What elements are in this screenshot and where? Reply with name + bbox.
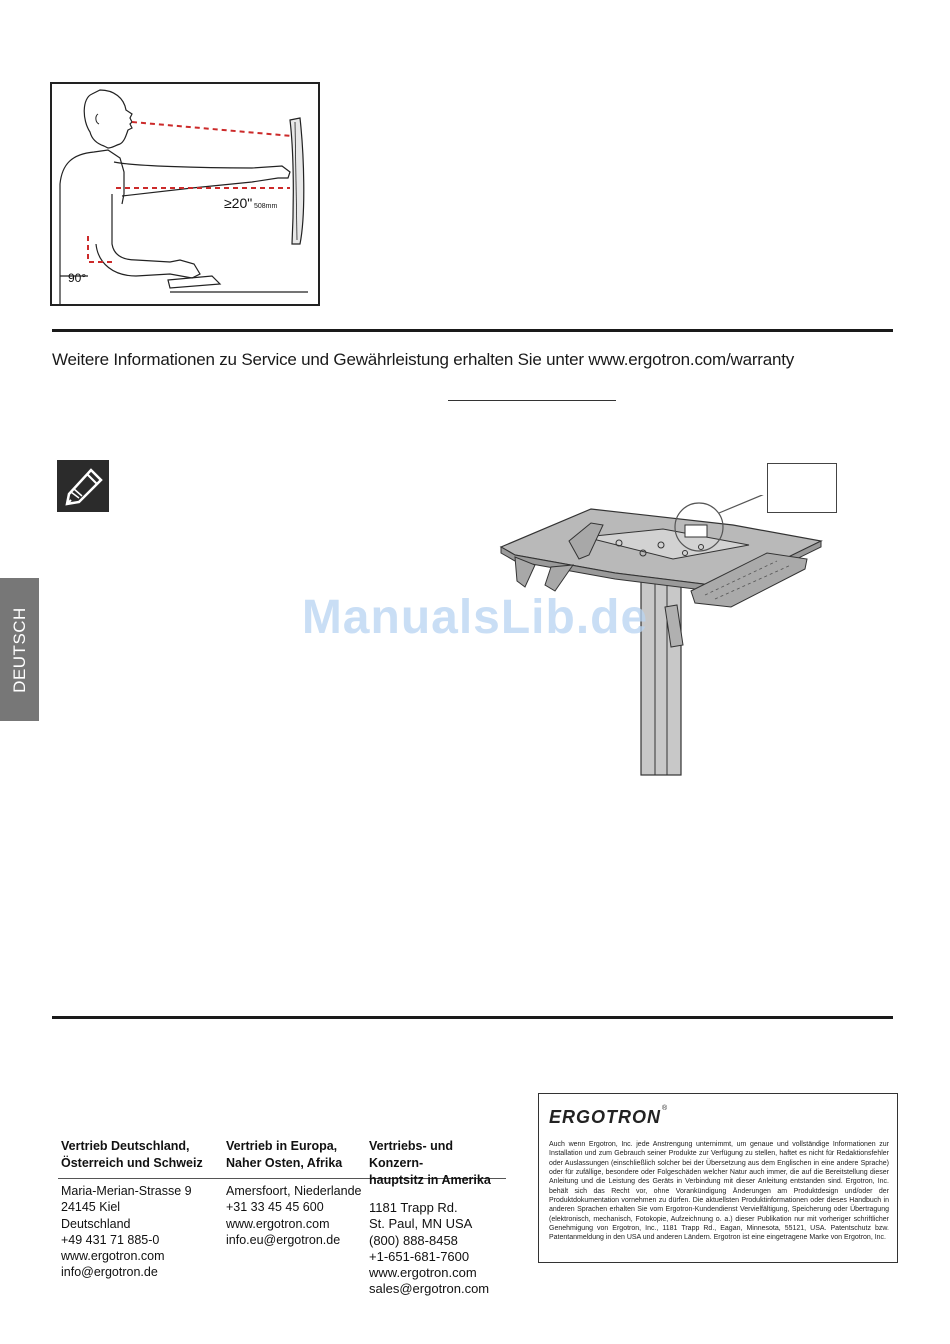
contact-heading: Vertrieb in Europa, Naher Osten, Afrika: [226, 1139, 343, 1170]
contact-line: 1181 Trapp Rd.: [369, 1200, 458, 1215]
contact-heading: Vertriebs- und Konzern- hauptsitz in Amerika: [369, 1139, 491, 1187]
contact-email[interactable]: info.eu@ergotron.de: [226, 1232, 341, 1247]
section-divider-top: [52, 329, 893, 332]
contact-line: +1-651-681-7600: [369, 1248, 470, 1264]
contact-line: Maria-Merian-Strasse 9: [61, 1184, 192, 1198]
contact-link[interactable]: www.ergotron.com: [369, 1265, 477, 1281]
logo-text: ERGOTRON: [549, 1107, 662, 1127]
ergonomics-illustration: [52, 84, 318, 304]
callout-box: [767, 463, 837, 513]
watermark: [0, 590, 950, 645]
contact-line: (800) 888-8458: [369, 1232, 458, 1248]
watermark-text: ManualsLib.de: [301, 591, 649, 644]
legal-notice-box: [538, 1093, 898, 1263]
note-pencil-icon: [57, 460, 109, 512]
contact-line: +49 431 71 885-0: [61, 1232, 160, 1247]
section-divider-bottom: [52, 1016, 893, 1019]
contact-line: 24145 Kiel: [61, 1200, 121, 1215]
ergonomics-figure: [50, 82, 320, 306]
contact-heading: Vertrieb Deutschland, Österreich und Schweiz: [61, 1139, 203, 1170]
short-divider: [448, 400, 616, 401]
ergotron-logo: [549, 1107, 668, 1128]
warranty-text: Weitere Informationen zu Service und Gewährleistung erhalten Sie unter www.ergotron.com/warranty: [52, 350, 795, 369]
contact-line: +31 33 45 45 600: [226, 1200, 324, 1215]
angle-label: 90°: [68, 271, 87, 285]
distance-label: ≥20": [224, 195, 253, 211]
registered-mark: ®: [662, 1105, 669, 1112]
contact-link[interactable]: www.ergotron.com: [226, 1216, 330, 1231]
contact-email[interactable]: sales@ergotron.com: [369, 1281, 490, 1297]
contact-column-europe: [226, 1138, 361, 1248]
contact-line: Amersfoort, Niederlande: [226, 1184, 362, 1198]
distance-unit: 508mm: [254, 203, 278, 210]
legal-disclaimer: Auch wenn Ergotron, Inc. jede Anstrengung unternimmt, um genaue und vollständige Informationen zur Installation und zum Gebrauch seiner Produkte zur Verfügung zu stellen, haftet es nicht für Redaktionsfehler oder Auslassungen (einschließlich solcher bei der Übersetzung aus dem Englischen in eine andere Sprache) oder für zufällige, besondere oder Folgeschäden welcher Natur auch immer, die auf die Bereitstellung dieser Anleitung und die Leistung des Geräts in Verbindung mit dieser Anleitung entstanden sind. Ergotron, Inc. behält sich das Recht vor, ohne Vorankündigung Änderungen am Produktdesign und/oder der Produktdokumentation vornehmen zu dürfen. Die aktuellsten Produktinformationen oder dieses Handbuch in anderen Sprachen erhalten Sie vom Ergotron-Kundendienst Vervielfältigung, Speicherung oder Übertragung (elektronisch, mechanisch, Fotokopie, Aufzeichnung o. a.) dieser Publikation nur mit vorheriger schriftlicher Genehmigung von Ergotron, Inc., 1181 Trapp Rd., Eagan, Minnesota, 55121, USA. Patentschutz bzw. Patentanmeldung in den USA und anderen Ländern. Ergotron ist eine eingetragene Marke von Ergotron, Inc.: [549, 1141, 889, 1242]
language-tab-label: DEUTSCH: [9, 606, 29, 693]
contact-email[interactable]: info@ergotron.de: [61, 1265, 158, 1280]
contact-column-america: [369, 1138, 508, 1298]
contact-line: Deutschland: [61, 1216, 131, 1231]
contact-line: St. Paul, MN USA: [369, 1216, 473, 1232]
contact-link[interactable]: www.ergotron.com: [61, 1249, 165, 1264]
contact-column-germany: [61, 1138, 203, 1281]
